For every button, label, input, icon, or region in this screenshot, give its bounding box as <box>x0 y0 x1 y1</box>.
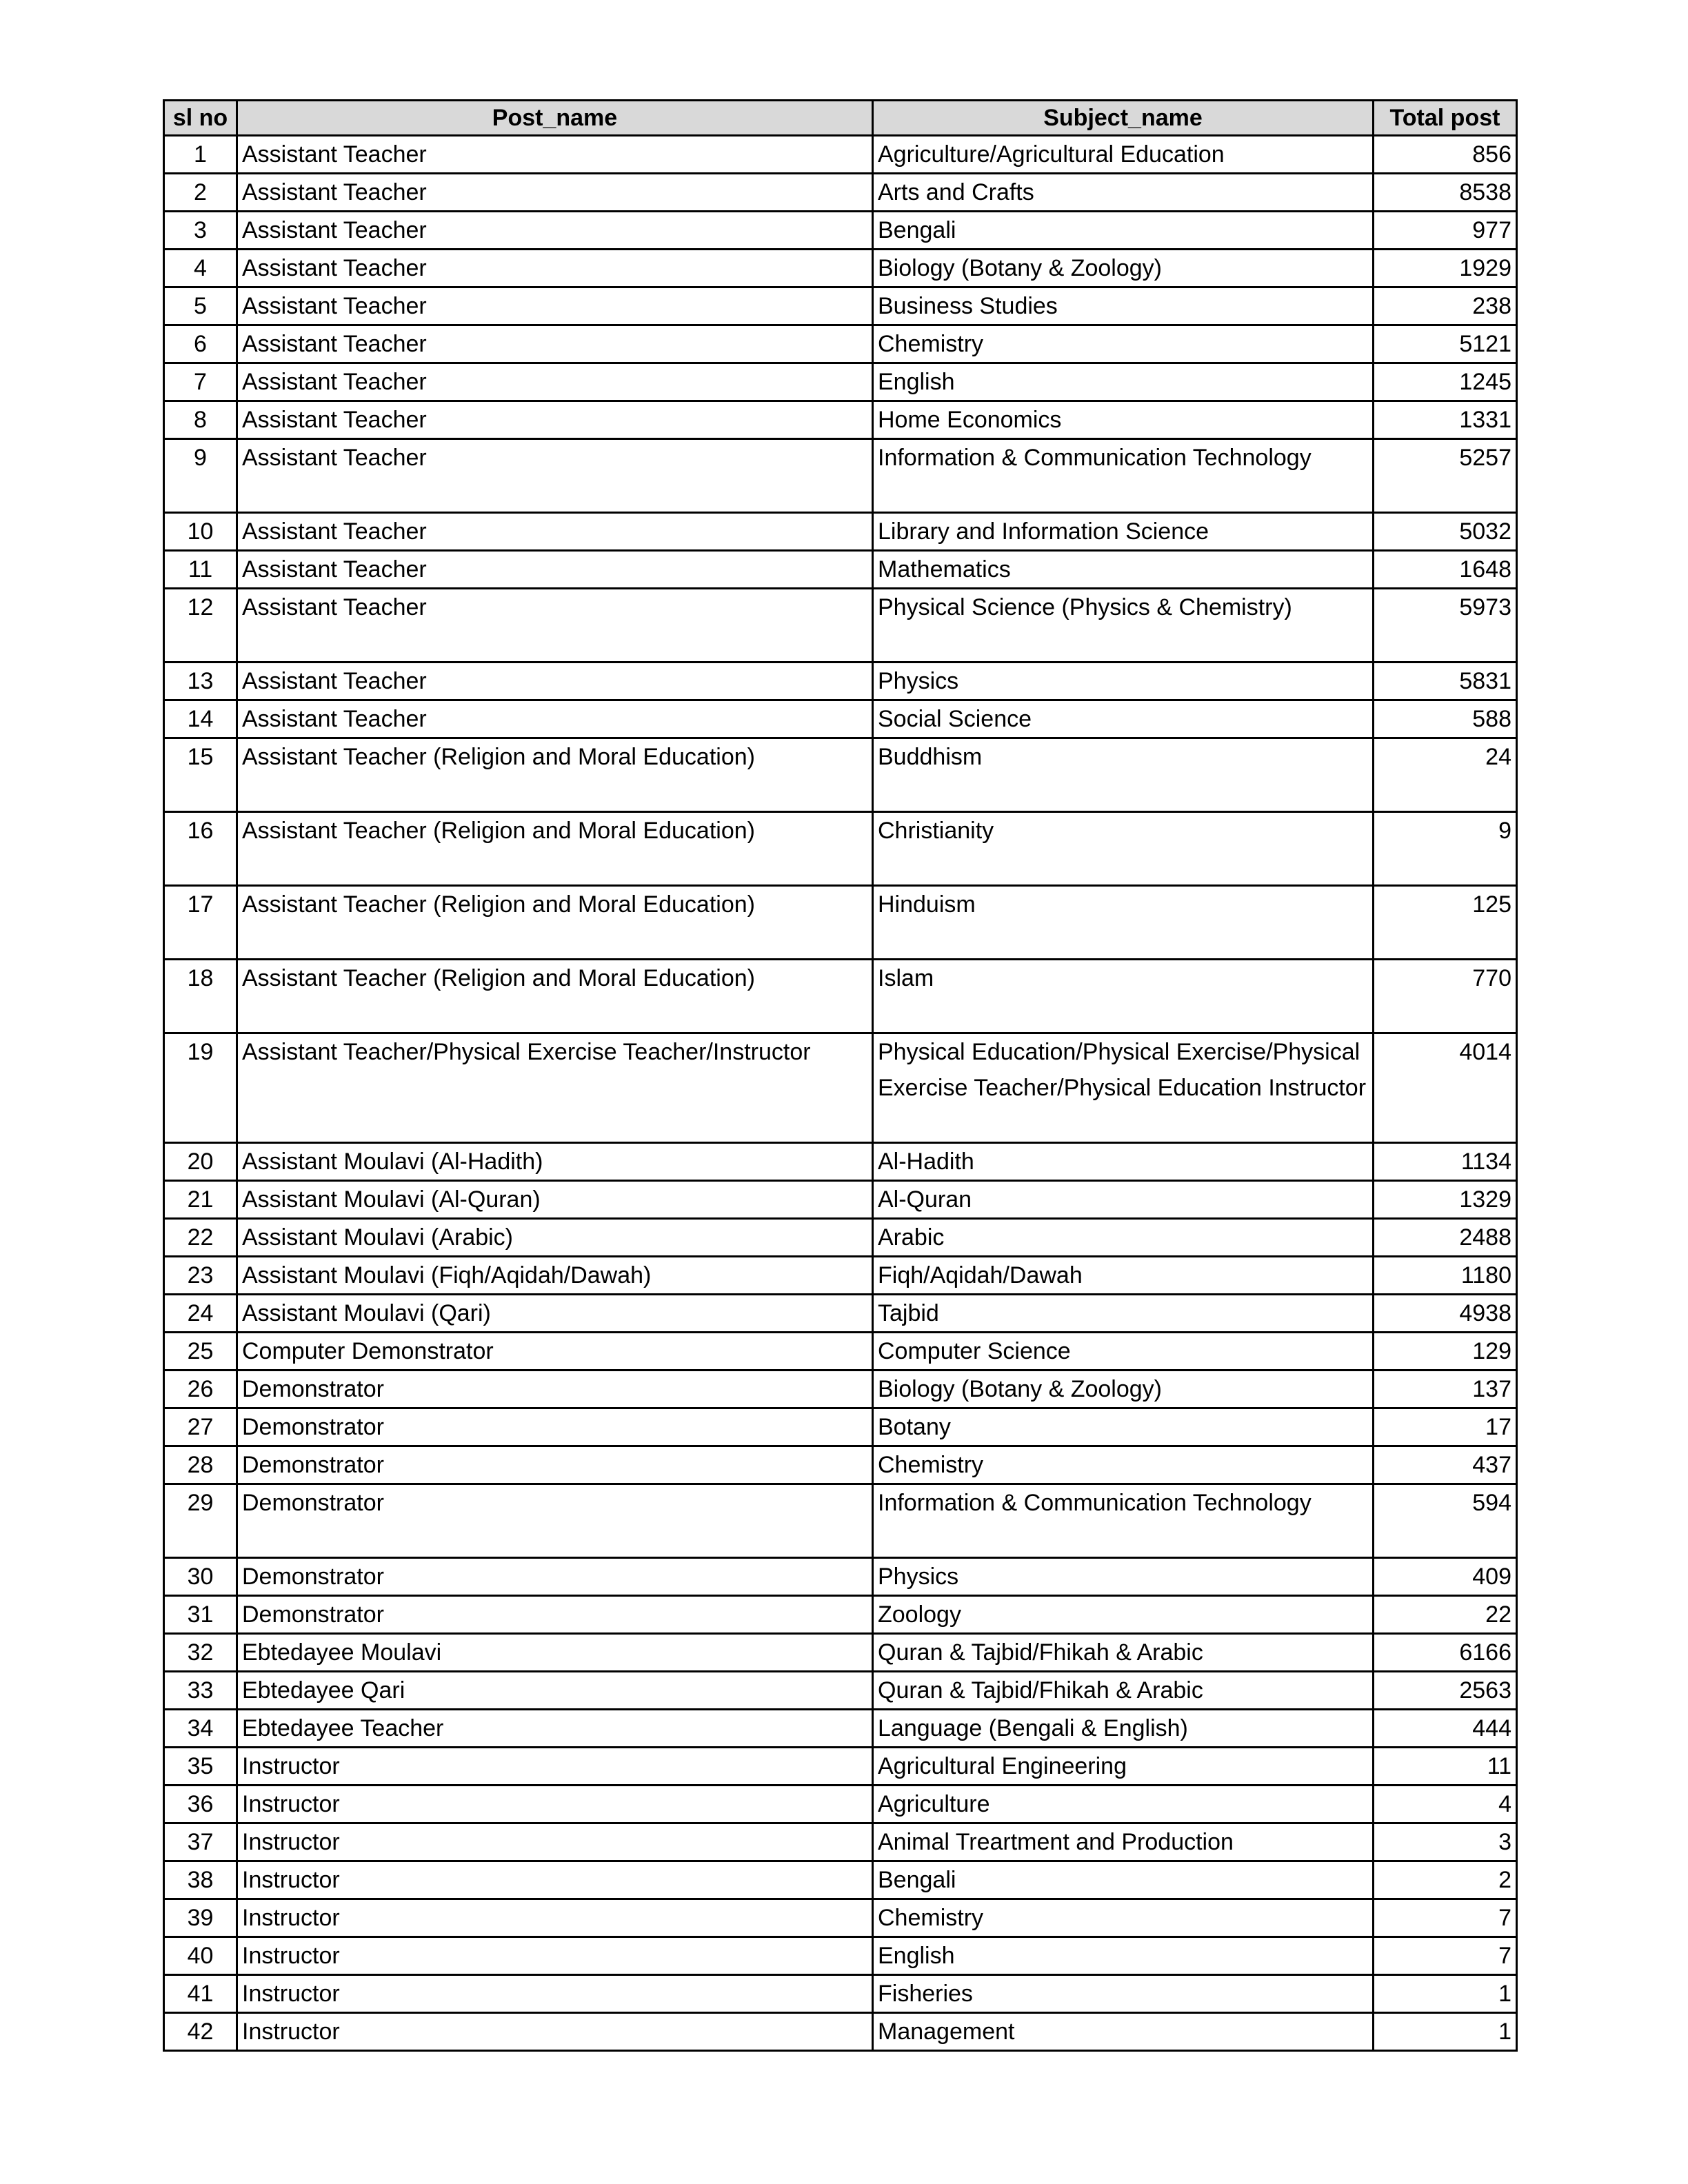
cell-sl-no: 8 <box>164 401 237 439</box>
cell-subject-name: Bengali <box>873 1861 1374 1899</box>
cell-post-name: Instructor <box>237 2013 873 2051</box>
cell-sl-no: 13 <box>164 663 237 700</box>
cell-subject-name: Social Science <box>873 700 1374 738</box>
table-row <box>164 1823 1517 1861</box>
cell-total-post: 1 <box>1374 1975 1517 2013</box>
cell-subject-name: English <box>873 1937 1374 1975</box>
cell-subject-name: Bengali <box>873 212 1374 250</box>
cell-total-post: 2 <box>1374 1861 1517 1899</box>
table-row <box>164 1748 1517 1786</box>
cell-post-name: Instructor <box>237 1748 873 1786</box>
cell-post-name: Assistant Teacher <box>237 136 873 174</box>
cell-post-name: Instructor <box>237 1786 873 1823</box>
cell-total-post: 409 <box>1374 1558 1517 1596</box>
post-table <box>163 99 1518 2052</box>
cell-sl-no: 18 <box>164 960 237 1033</box>
cell-post-name: Assistant Teacher <box>237 589 873 663</box>
cell-total-post: 137 <box>1374 1371 1517 1408</box>
cell-total-post: 5973 <box>1374 589 1517 663</box>
table-row <box>164 551 1517 589</box>
table-row <box>164 439 1517 513</box>
cell-subject-name: Hinduism <box>873 886 1374 960</box>
cell-post-name: Assistant Moulavi (Al-Quran) <box>237 1181 873 1219</box>
cell-total-post: 1929 <box>1374 250 1517 287</box>
table-row <box>164 1937 1517 1975</box>
cell-sl-no: 17 <box>164 886 237 960</box>
header-total-post: Total post <box>1374 101 1517 136</box>
table-row <box>164 1672 1517 1710</box>
cell-sl-no: 11 <box>164 551 237 589</box>
table-row <box>164 250 1517 287</box>
table-row <box>164 589 1517 663</box>
cell-subject-name: Fiqh/Aqidah/Dawah <box>873 1257 1374 1295</box>
cell-post-name: Assistant Teacher <box>237 174 873 212</box>
cell-subject-name: Islam <box>873 960 1374 1033</box>
cell-total-post: 1331 <box>1374 401 1517 439</box>
cell-post-name: Demonstrator <box>237 1408 873 1446</box>
cell-sl-no: 5 <box>164 287 237 325</box>
cell-subject-name: English <box>873 363 1374 401</box>
cell-post-name: Demonstrator <box>237 1596 873 1634</box>
cell-post-name: Assistant Teacher <box>237 250 873 287</box>
cell-total-post: 1648 <box>1374 551 1517 589</box>
cell-sl-no: 30 <box>164 1558 237 1596</box>
cell-post-name: Assistant Teacher (Religion and Moral Education) <box>237 960 873 1033</box>
table-row <box>164 886 1517 960</box>
cell-total-post: 5257 <box>1374 439 1517 513</box>
table-row <box>164 812 1517 886</box>
cell-subject-name: Arabic <box>873 1219 1374 1257</box>
cell-subject-name: Chemistry <box>873 1899 1374 1937</box>
cell-total-post: 856 <box>1374 136 1517 174</box>
cell-post-name: Computer Demonstrator <box>237 1333 873 1371</box>
cell-total-post: 2563 <box>1374 1672 1517 1710</box>
table-row <box>164 1484 1517 1558</box>
cell-subject-name: Agriculture <box>873 1786 1374 1823</box>
cell-sl-no: 6 <box>164 325 237 363</box>
cell-post-name: Instructor <box>237 1937 873 1975</box>
cell-post-name: Assistant Teacher <box>237 287 873 325</box>
cell-sl-no: 39 <box>164 1899 237 1937</box>
table-row <box>164 1710 1517 1748</box>
table-row <box>164 1295 1517 1333</box>
cell-subject-name: Home Economics <box>873 401 1374 439</box>
header-post-name: Post_name <box>237 101 873 136</box>
cell-subject-name: Physics <box>873 1558 1374 1596</box>
cell-total-post: 437 <box>1374 1446 1517 1484</box>
cell-subject-name: Zoology <box>873 1596 1374 1634</box>
cell-subject-name: Tajbid <box>873 1295 1374 1333</box>
cell-total-post: 24 <box>1374 738 1517 812</box>
cell-sl-no: 24 <box>164 1295 237 1333</box>
cell-sl-no: 21 <box>164 1181 237 1219</box>
table-body <box>164 136 1517 2051</box>
cell-sl-no: 31 <box>164 1596 237 1634</box>
cell-subject-name: Information & Communication Technology <box>873 439 1374 513</box>
table-row <box>164 1596 1517 1634</box>
table-row <box>164 1219 1517 1257</box>
cell-post-name: Ebtedayee Teacher <box>237 1710 873 1748</box>
cell-post-name: Demonstrator <box>237 1446 873 1484</box>
cell-total-post: 5121 <box>1374 325 1517 363</box>
cell-total-post: 5032 <box>1374 513 1517 551</box>
cell-post-name: Assistant Teacher <box>237 513 873 551</box>
cell-total-post: 8538 <box>1374 174 1517 212</box>
cell-sl-no: 35 <box>164 1748 237 1786</box>
cell-total-post: 125 <box>1374 886 1517 960</box>
cell-total-post: 17 <box>1374 1408 1517 1446</box>
cell-total-post: 4014 <box>1374 1033 1517 1143</box>
cell-post-name: Assistant Teacher (Religion and Moral Education) <box>237 738 873 812</box>
cell-sl-no: 14 <box>164 700 237 738</box>
cell-post-name: Assistant Teacher (Religion and Moral Education) <box>237 812 873 886</box>
cell-total-post: 7 <box>1374 1899 1517 1937</box>
table-row <box>164 960 1517 1033</box>
cell-sl-no: 36 <box>164 1786 237 1823</box>
table-row <box>164 1786 1517 1823</box>
cell-post-name: Assistant Moulavi (Fiqh/Aqidah/Dawah) <box>237 1257 873 1295</box>
cell-subject-name: Physical Education/Physical Exercise/Physical Exercise Teacher/Physical Education Instructor <box>873 1033 1374 1143</box>
cell-subject-name: Business Studies <box>873 287 1374 325</box>
cell-sl-no: 37 <box>164 1823 237 1861</box>
cell-subject-name: Physics <box>873 663 1374 700</box>
cell-sl-no: 28 <box>164 1446 237 1484</box>
cell-subject-name: Christianity <box>873 812 1374 886</box>
cell-sl-no: 3 <box>164 212 237 250</box>
table-row <box>164 663 1517 700</box>
cell-total-post: 594 <box>1374 1484 1517 1558</box>
cell-total-post: 2488 <box>1374 1219 1517 1257</box>
cell-subject-name: Information & Communication Technology <box>873 1484 1374 1558</box>
cell-subject-name: Chemistry <box>873 325 1374 363</box>
cell-sl-no: 34 <box>164 1710 237 1748</box>
table-row <box>164 1558 1517 1596</box>
cell-sl-no: 9 <box>164 439 237 513</box>
table-row <box>164 174 1517 212</box>
cell-total-post: 1180 <box>1374 1257 1517 1295</box>
cell-subject-name: Computer Science <box>873 1333 1374 1371</box>
cell-post-name: Assistant Teacher <box>237 325 873 363</box>
table-row <box>164 700 1517 738</box>
cell-total-post: 1 <box>1374 2013 1517 2051</box>
cell-sl-no: 4 <box>164 250 237 287</box>
cell-post-name: Assistant Teacher <box>237 401 873 439</box>
table-row <box>164 2013 1517 2051</box>
cell-subject-name: Language (Bengali & English) <box>873 1710 1374 1748</box>
table-row <box>164 1975 1517 2013</box>
cell-post-name: Ebtedayee Moulavi <box>237 1634 873 1672</box>
cell-post-name: Assistant Teacher <box>237 439 873 513</box>
cell-total-post: 11 <box>1374 1748 1517 1786</box>
table-row <box>164 325 1517 363</box>
cell-total-post: 6166 <box>1374 1634 1517 1672</box>
cell-total-post: 4 <box>1374 1786 1517 1823</box>
cell-subject-name: Biology (Botany & Zoology) <box>873 1371 1374 1408</box>
cell-sl-no: 10 <box>164 513 237 551</box>
cell-total-post: 9 <box>1374 812 1517 886</box>
table-row <box>164 1333 1517 1371</box>
table-row <box>164 1899 1517 1937</box>
cell-subject-name: Physical Science (Physics & Chemistry) <box>873 589 1374 663</box>
cell-post-name: Assistant Teacher <box>237 663 873 700</box>
cell-sl-no: 1 <box>164 136 237 174</box>
cell-post-name: Assistant Teacher (Religion and Moral Education) <box>237 886 873 960</box>
cell-sl-no: 40 <box>164 1937 237 1975</box>
table-row <box>164 212 1517 250</box>
table-row <box>164 1257 1517 1295</box>
cell-subject-name: Management <box>873 2013 1374 2051</box>
header-row <box>164 101 1517 136</box>
cell-subject-name: Mathematics <box>873 551 1374 589</box>
cell-sl-no: 26 <box>164 1371 237 1408</box>
cell-subject-name: Agriculture/Agricultural Education <box>873 136 1374 174</box>
cell-total-post: 129 <box>1374 1333 1517 1371</box>
cell-sl-no: 32 <box>164 1634 237 1672</box>
cell-post-name: Demonstrator <box>237 1484 873 1558</box>
cell-sl-no: 22 <box>164 1219 237 1257</box>
cell-post-name: Assistant Moulavi (Qari) <box>237 1295 873 1333</box>
cell-sl-no: 16 <box>164 812 237 886</box>
cell-sl-no: 7 <box>164 363 237 401</box>
table-row <box>164 1446 1517 1484</box>
cell-post-name: Instructor <box>237 1823 873 1861</box>
table-row <box>164 136 1517 174</box>
cell-sl-no: 15 <box>164 738 237 812</box>
table-row <box>164 363 1517 401</box>
table-row <box>164 401 1517 439</box>
cell-subject-name: Al-Hadith <box>873 1143 1374 1181</box>
cell-total-post: 4938 <box>1374 1295 1517 1333</box>
cell-post-name: Assistant Moulavi (Arabic) <box>237 1219 873 1257</box>
cell-sl-no: 27 <box>164 1408 237 1446</box>
table-row <box>164 1408 1517 1446</box>
cell-post-name: Assistant Teacher <box>237 212 873 250</box>
cell-sl-no: 38 <box>164 1861 237 1899</box>
cell-total-post: 5831 <box>1374 663 1517 700</box>
cell-total-post: 1134 <box>1374 1143 1517 1181</box>
cell-post-name: Ebtedayee Qari <box>237 1672 873 1710</box>
cell-subject-name: Al-Quran <box>873 1181 1374 1219</box>
cell-subject-name: Library and Information Science <box>873 513 1374 551</box>
cell-post-name: Assistant Teacher <box>237 700 873 738</box>
table-row <box>164 1143 1517 1181</box>
cell-subject-name: Buddhism <box>873 738 1374 812</box>
cell-total-post: 238 <box>1374 287 1517 325</box>
cell-sl-no: 12 <box>164 589 237 663</box>
cell-total-post: 7 <box>1374 1937 1517 1975</box>
cell-subject-name: Biology (Botany & Zoology) <box>873 250 1374 287</box>
table-row <box>164 738 1517 812</box>
cell-post-name: Instructor <box>237 1861 873 1899</box>
cell-post-name: Demonstrator <box>237 1371 873 1408</box>
cell-total-post: 770 <box>1374 960 1517 1033</box>
cell-total-post: 22 <box>1374 1596 1517 1634</box>
cell-total-post: 588 <box>1374 700 1517 738</box>
cell-post-name: Assistant Teacher/Physical Exercise Teacher/Instructor <box>237 1033 873 1143</box>
cell-post-name: Demonstrator <box>237 1558 873 1596</box>
cell-subject-name: Arts and Crafts <box>873 174 1374 212</box>
table-row <box>164 1181 1517 1219</box>
cell-total-post: 1329 <box>1374 1181 1517 1219</box>
cell-sl-no: 29 <box>164 1484 237 1558</box>
table-row <box>164 1033 1517 1143</box>
cell-post-name: Instructor <box>237 1899 873 1937</box>
cell-subject-name: Agricultural Engineering <box>873 1748 1374 1786</box>
table-row <box>164 1861 1517 1899</box>
cell-subject-name: Quran & Tajbid/Fhikah & Arabic <box>873 1672 1374 1710</box>
cell-subject-name: Botany <box>873 1408 1374 1446</box>
table-row <box>164 1634 1517 1672</box>
cell-subject-name: Animal Treartment and Production <box>873 1823 1374 1861</box>
cell-post-name: Assistant Teacher <box>237 363 873 401</box>
cell-total-post: 1245 <box>1374 363 1517 401</box>
cell-sl-no: 33 <box>164 1672 237 1710</box>
cell-sl-no: 41 <box>164 1975 237 2013</box>
cell-sl-no: 42 <box>164 2013 237 2051</box>
header-subject-name: Subject_name <box>873 101 1374 136</box>
cell-total-post: 444 <box>1374 1710 1517 1748</box>
cell-sl-no: 25 <box>164 1333 237 1371</box>
cell-total-post: 977 <box>1374 212 1517 250</box>
cell-post-name: Instructor <box>237 1975 873 2013</box>
cell-subject-name: Fisheries <box>873 1975 1374 2013</box>
cell-subject-name: Quran & Tajbid/Fhikah & Arabic <box>873 1634 1374 1672</box>
cell-subject-name: Chemistry <box>873 1446 1374 1484</box>
cell-sl-no: 19 <box>164 1033 237 1143</box>
table-row <box>164 287 1517 325</box>
cell-sl-no: 20 <box>164 1143 237 1181</box>
cell-post-name: Assistant Teacher <box>237 551 873 589</box>
header-sl-no: sl no <box>164 101 237 136</box>
table-row <box>164 513 1517 551</box>
cell-post-name: Assistant Moulavi (Al-Hadith) <box>237 1143 873 1181</box>
cell-sl-no: 23 <box>164 1257 237 1295</box>
table-row <box>164 1371 1517 1408</box>
cell-sl-no: 2 <box>164 174 237 212</box>
cell-total-post: 3 <box>1374 1823 1517 1861</box>
